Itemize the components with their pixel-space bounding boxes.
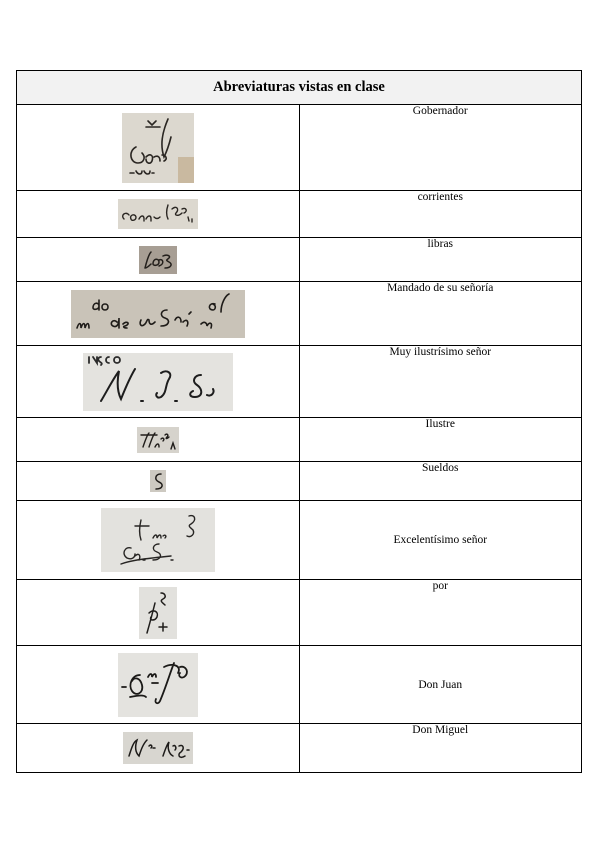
abbreviation-cell xyxy=(17,282,300,346)
handwritten-corrientes-abbreviation-image-icon xyxy=(118,199,198,229)
handwritten-don-miguel-abbreviation-image-icon xyxy=(123,732,193,764)
handwritten-ilustre-abbreviation-image-icon xyxy=(137,427,179,453)
abbreviation-cell xyxy=(17,346,300,418)
meaning-cell: corrientes xyxy=(299,191,582,238)
handwritten-gobernador-abbreviation-image-icon xyxy=(122,113,194,183)
table-row xyxy=(17,282,582,346)
meaning-cell: Mandado de su señoría xyxy=(299,282,582,346)
handwritten-muy-ilustrisimo-abbreviation-image-icon xyxy=(83,353,233,411)
abbreviation-cell xyxy=(17,646,300,724)
abbreviations-table xyxy=(16,70,582,773)
table-row xyxy=(17,501,582,580)
abbreviation-cell xyxy=(17,191,300,238)
table-row xyxy=(17,646,582,724)
handwritten-por-abbreviation-image-icon xyxy=(139,587,177,639)
table-row xyxy=(17,580,582,646)
table-row xyxy=(17,346,582,418)
table-row xyxy=(17,105,582,191)
table-row xyxy=(17,238,582,282)
abbreviation-cell xyxy=(17,724,300,773)
handwritten-sueldos-abbreviation-image-icon xyxy=(150,470,166,492)
meaning-cell: Gobernador xyxy=(299,105,582,191)
table-title: Abreviaturas vistas en clase xyxy=(17,71,582,105)
table-header-row xyxy=(17,71,582,105)
abbreviation-cell xyxy=(17,418,300,462)
meaning-cell: Don Miguel xyxy=(299,724,582,773)
meaning-cell: libras xyxy=(299,238,582,282)
meaning-cell: Excelentísimo señor xyxy=(299,501,582,580)
meaning-cell: Don Juan xyxy=(299,646,582,724)
handwritten-mandado-abbreviation-image-icon xyxy=(71,290,245,338)
handwritten-excelentisimo-abbreviation-image-icon xyxy=(101,508,215,572)
handwritten-don-juan-abbreviation-image-icon xyxy=(118,653,198,717)
table-row xyxy=(17,724,582,773)
meaning-cell: Ilustre xyxy=(299,418,582,462)
meaning-cell: por xyxy=(299,580,582,646)
abbreviation-cell xyxy=(17,462,300,501)
table-row xyxy=(17,418,582,462)
abbreviation-cell xyxy=(17,105,300,191)
abbreviations-document xyxy=(16,70,582,773)
table-row xyxy=(17,191,582,238)
meaning-cell: Sueldos xyxy=(299,462,582,501)
meaning-cell: Muy ilustrísimo señor xyxy=(299,346,582,418)
abbreviation-cell xyxy=(17,501,300,580)
abbreviation-cell xyxy=(17,238,300,282)
handwritten-libras-abbreviation-image-icon xyxy=(139,246,177,274)
abbreviation-cell xyxy=(17,580,300,646)
table-row xyxy=(17,462,582,501)
